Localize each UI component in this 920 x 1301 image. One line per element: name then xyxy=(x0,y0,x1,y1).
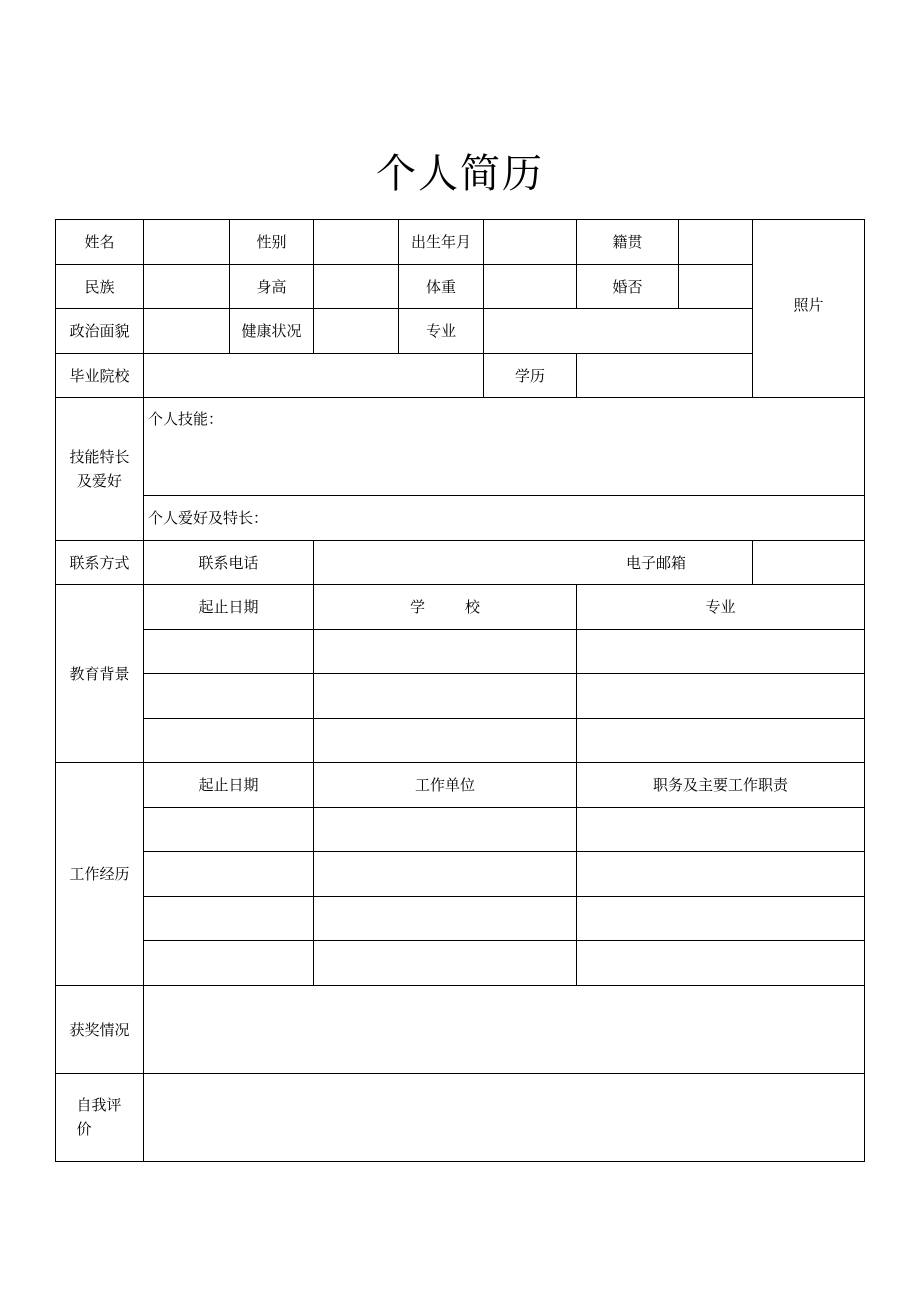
birth-label: 出生年月 xyxy=(399,220,484,265)
work-date-field[interactable] xyxy=(144,807,314,852)
political-status-field[interactable] xyxy=(144,309,230,354)
work-col-company: 工作单位 xyxy=(314,763,577,808)
gender-field[interactable] xyxy=(314,220,399,265)
skills-section-label xyxy=(56,398,144,541)
work-date-field[interactable] xyxy=(144,852,314,897)
work-company-field[interactable] xyxy=(314,941,577,986)
edu-col-date: 起止日期 xyxy=(144,585,314,630)
school-field[interactable] xyxy=(144,353,484,398)
hobbies-label: 个人爱好及特长： xyxy=(148,509,269,528)
work-label: 工作经历 xyxy=(56,763,144,986)
email-label: 电子邮箱 xyxy=(625,553,686,572)
skills-label: 个人技能： xyxy=(148,410,224,428)
phone-label: 联系电话 xyxy=(144,540,314,585)
work-date-field[interactable] xyxy=(144,941,314,986)
edu-school-field[interactable] xyxy=(314,674,577,719)
native-place-label: 籍贯 xyxy=(577,220,679,265)
page-title: 个人简历 xyxy=(376,151,544,197)
school-label: 毕业院校 xyxy=(56,353,144,398)
work-company-field[interactable] xyxy=(314,807,577,852)
email-field[interactable] xyxy=(753,540,865,585)
edu-col-school xyxy=(314,585,577,630)
degree-field[interactable] xyxy=(577,353,753,398)
height-field[interactable] xyxy=(314,264,399,309)
edu-date-field[interactable] xyxy=(144,629,314,674)
work-company-field[interactable] xyxy=(314,852,577,897)
work-duty-field[interactable] xyxy=(577,896,865,941)
work-duty-field[interactable] xyxy=(577,941,865,986)
health-field[interactable] xyxy=(314,309,399,354)
skills-field[interactable] xyxy=(144,398,865,496)
self-eval-label xyxy=(56,1073,144,1161)
weight-label: 体重 xyxy=(399,264,484,309)
work-col-duty: 职务及主要工作职责 xyxy=(577,763,865,808)
self-eval-field[interactable] xyxy=(144,1073,865,1161)
political-status-label: 政治面貌 xyxy=(56,309,144,354)
work-duty-field[interactable] xyxy=(577,807,865,852)
marital-field[interactable] xyxy=(679,264,753,309)
work-date-field[interactable] xyxy=(144,896,314,941)
edu-col-school-b: 校 xyxy=(465,598,481,617)
name-field[interactable] xyxy=(144,220,230,265)
edu-date-field[interactable] xyxy=(144,718,314,763)
ethnicity-label: 民族 xyxy=(56,264,144,309)
birth-field[interactable] xyxy=(484,220,577,265)
ethnicity-field[interactable] xyxy=(144,264,230,309)
contact-label: 联系方式 xyxy=(56,540,144,585)
marital-label: 婚否 xyxy=(577,264,679,309)
education-label: 教育背景 xyxy=(56,585,144,763)
edu-date-field[interactable] xyxy=(144,674,314,719)
skills-section-text: 技能特长及爱好 xyxy=(69,447,130,490)
health-label: 健康状况 xyxy=(230,309,314,354)
edu-school-field[interactable] xyxy=(314,718,577,763)
gender-label: 性别 xyxy=(230,220,314,265)
awards-label: 获奖情况 xyxy=(56,985,144,1073)
work-company-field[interactable] xyxy=(314,896,577,941)
work-col-date: 起止日期 xyxy=(144,763,314,808)
phone-email-field[interactable] xyxy=(314,540,753,585)
self-eval-text: 自我评价 xyxy=(76,1096,122,1138)
awards-field[interactable] xyxy=(144,985,865,1073)
major-label: 专业 xyxy=(399,309,484,354)
photo-box[interactable]: 照片 xyxy=(753,220,865,398)
major-field[interactable] xyxy=(484,309,753,354)
degree-label: 学历 xyxy=(484,353,577,398)
height-label: 身高 xyxy=(230,264,314,309)
edu-col-school-a: 学 xyxy=(409,598,425,617)
edu-major-field[interactable] xyxy=(577,718,865,763)
edu-major-field[interactable] xyxy=(577,629,865,674)
edu-col-major: 专业 xyxy=(577,585,865,630)
name-label: 姓名 xyxy=(56,220,144,265)
work-duty-field[interactable] xyxy=(577,852,865,897)
hobbies-field[interactable] xyxy=(144,496,865,541)
native-place-field[interactable] xyxy=(679,220,753,265)
edu-school-field[interactable] xyxy=(314,629,577,674)
edu-major-field[interactable] xyxy=(577,674,865,719)
resume-table xyxy=(55,219,865,1162)
weight-field[interactable] xyxy=(484,264,577,309)
